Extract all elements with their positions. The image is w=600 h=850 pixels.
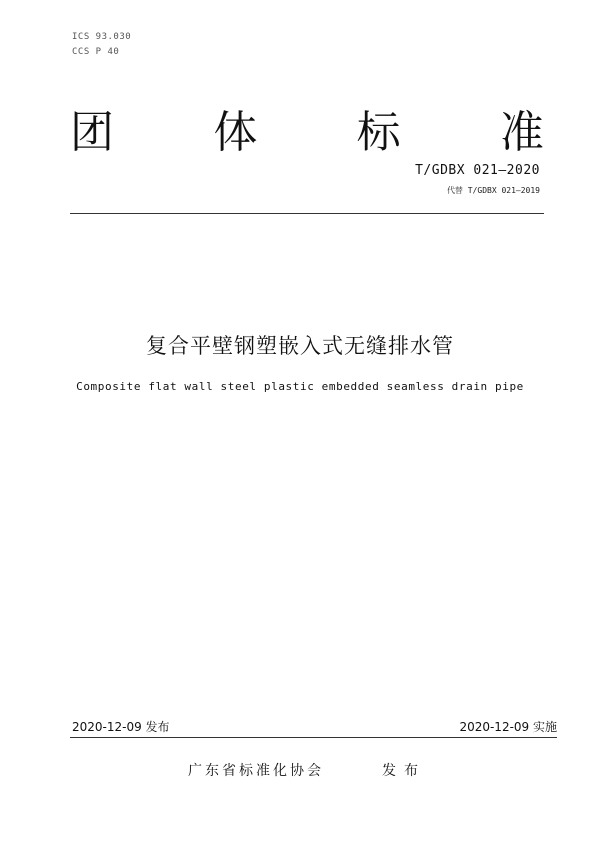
heading-char: 体 [213, 107, 258, 158]
footer-divider [70, 737, 557, 738]
issue-date: 2020-12-09 发布 [72, 720, 170, 734]
standard-number: T/GDBX 021—2020 [415, 163, 540, 178]
publish-label: 发布 [382, 763, 426, 779]
header-divider [70, 213, 544, 214]
publisher-name: 广东省标准化协会 [188, 763, 324, 779]
replaces-standard: 代替 T/GDBX 021—2019 [446, 186, 540, 195]
heading-char: 标 [356, 107, 401, 158]
implementation-date: 2020-12-09 实施 [459, 720, 557, 734]
ics-code: ICS 93.030 [72, 32, 132, 42]
standard-type-heading [70, 96, 544, 160]
ccs-code: CCS P 40 [72, 47, 120, 57]
document-title-en: Composite flat wall steel plastic embedded seamless drain pipe [76, 380, 524, 393]
document-title-zh: 复合平壁钢塑嵌入式无缝排水管 [146, 334, 454, 358]
heading-char: 准 [499, 107, 544, 158]
heading-char: 团 [70, 107, 114, 158]
